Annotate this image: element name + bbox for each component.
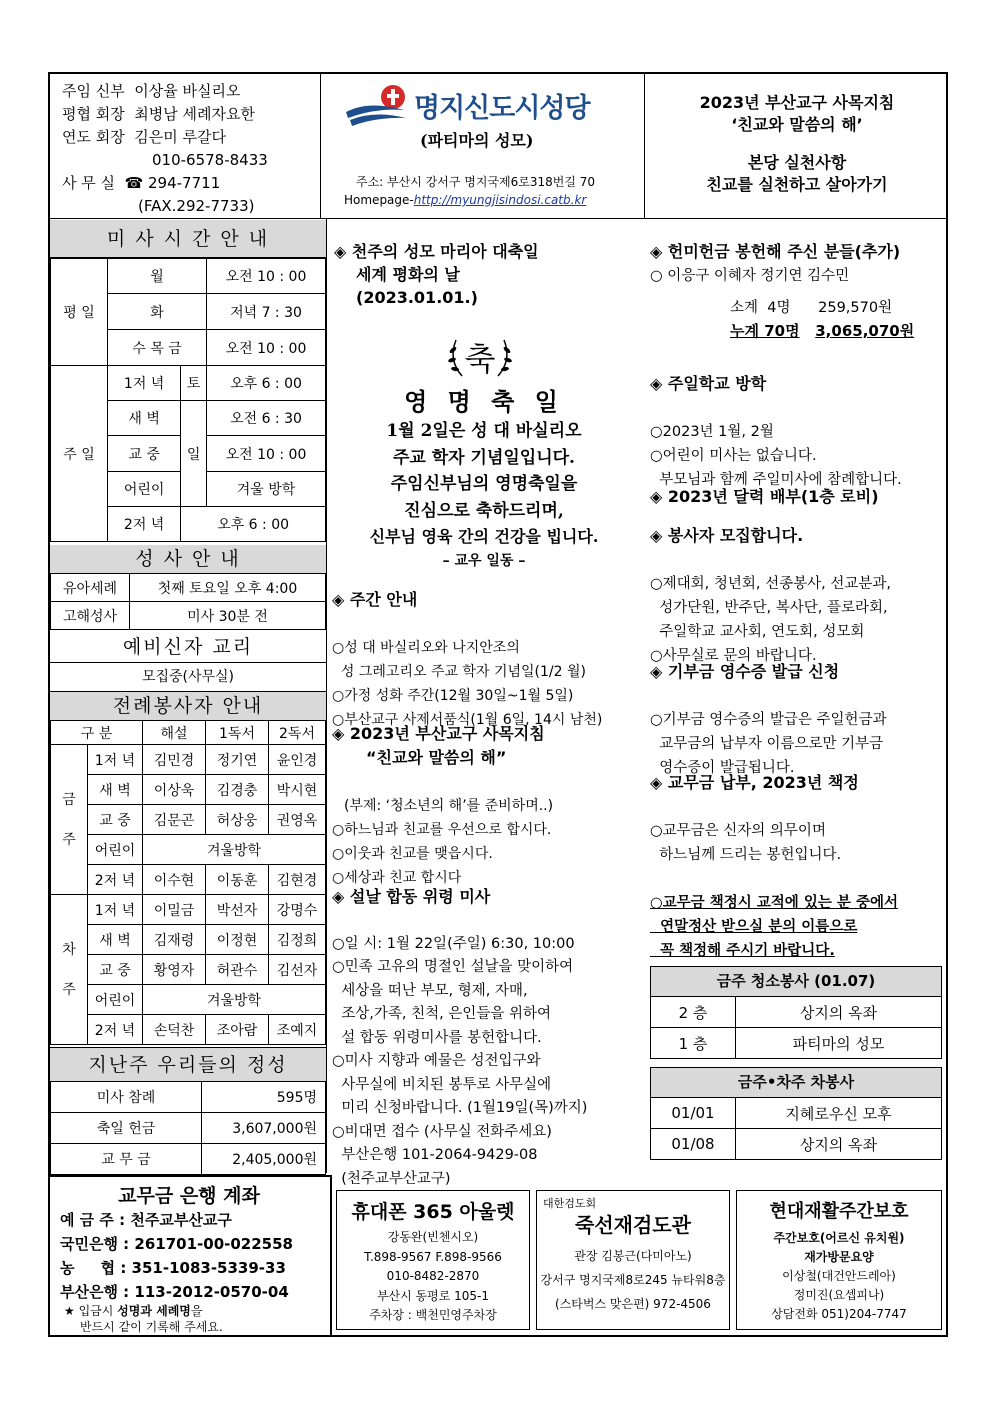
- ad-phone-outlet: 휴대폰 365 아울렛 강동완(빈첸시오) T.898-9567 F.898-9566 010-8482-2870 부산시 동평로 105-1 주차장 : 백천민영주차장: [336, 1190, 530, 1330]
- volunteer-notice: ◈ 봉사자 모집합니다. ○제대회, 청년회, 선종봉사, 선교분과, 성가단원, 반주단, 복사단, 플로라회, 주일학교 교사회, 연도회, 성모회 ○사무실로 문의 바랍니다.: [650, 526, 892, 664]
- homepage-label: Homepage-: [344, 193, 414, 207]
- homepage: [344, 193, 586, 207]
- calendar-notice: ◈ 2023년 달력 배부(1층 로비): [650, 487, 879, 506]
- sacrament-title: 성 사 안 내: [50, 545, 326, 573]
- cleaning-title: 금주 청소봉사 (01.07): [650, 966, 942, 997]
- cleaning-table: 2 층 상지의 옥좌 1 층 파티마의 성모: [650, 996, 942, 1059]
- servers-title: 전례봉사자 안내: [50, 692, 326, 720]
- offering-table: 미사 참례 595명 축일 헌금 3,607,000원 교 무 금 2,405,000원: [50, 1081, 326, 1175]
- church-name: 명지신도시성당: [414, 93, 590, 124]
- bank-holder: 예 금 주 : 천주교부산교구: [60, 1211, 232, 1229]
- dues-notice: ◈ 교무금 납부, 2023년 책정 ○교무금은 신자의 의무이며 하느님께 드리는 봉헌입니다. ○교무금 책정시 교적에 있는 분 중에서 연말정산 받으실 분의 이름으로 꼭 책정해 주시기 바랍니다.: [650, 773, 898, 959]
- offering-title: 지난주 우리들의 정성: [50, 1047, 326, 1081]
- header-divider-right: [644, 72, 645, 218]
- bank-account: 농 협 : 351-1083-5339-33: [60, 1259, 286, 1277]
- feast-title: ◈ 천주의 성모 마리아 대축일 세계 평화의 날 (2023.01.01.): [334, 242, 539, 307]
- seollal-notice: ◈ 설날 합동 위령 미사 ○일 시: 1월 22일(주일) 6:30, 10:00 ○민족 고유의 명절인 설날을 맞이하여 세상을 떠난 부모, 형제, 자매, 조상,가족, 친척, 은인들을 위하여 설 합동 위령미사를 봉헌합니다. ○미사 지향과 예물은 성전입구와 사무실에 비치된 봉투로 사무실에 미리 신청바랍니다. (1월19일(목)까지) ○비대면 접수 (사무실 전화주세요) 부산은행 101-2064-9429-08 (천주교부산교구): [332, 887, 588, 1187]
- servers-table: 구 분 해설 1독서 2독서 금 주 1저 녁 김민경 정기연 윤인경 새 벽 이상욱 김경충 박시현 교 중 김문곤 허상웅 권영옥 어린이 겨울방학 2저 녁 이수현 이동훈 김현경 차 주 1저 녁 이밀금 박선자 강명수 새 벽 김재령 이정현 김정희 교 중 황영자 허관수 김선자 어린이 겨울방학 2저 녁 손덕찬 조아람 조예지: [50, 720, 326, 1045]
- sunday-label: 주 일: [51, 366, 108, 542]
- receipt-notice: ◈ 기부금 영수증 발급 신청 ○기부금 영수증의 발급은 주일헌금과 교무금의 납부자 이름으로만 기부금 영수증이 발급됩니다.: [650, 662, 887, 776]
- next-week-label: 차 주: [51, 895, 88, 1045]
- staff-row: 주임 신부 이상율 바실리오: [62, 82, 241, 100]
- church-logo-icon: [344, 82, 414, 130]
- bank-account: 부산은행 : 113-2012-0570-04: [60, 1283, 289, 1301]
- staff-block: [62, 80, 322, 218]
- donation-subtotal: 소계 4명 259,570원: [730, 300, 893, 316]
- bank-divider: [48, 1175, 330, 1177]
- weekly-notice: ◈ 주간 안내 ○성 대 바실리오와 나지안조의 성 그레고리오 주교 학자 기념일(1/2 월) ○가정 성화 주간(12월 30일~1월 5일) ○부산교구 사제서품식(1월 6일, 14시 남천): [332, 590, 603, 728]
- this-week-label: 금 주: [51, 745, 88, 895]
- donation-notice: ◈ 헌미헌금 봉헌해 주신 분들(추가) ○ 이응구 이혜자 정기연 김수민 소계 4명 259,570원 누계 70명 3,065,070원: [650, 240, 946, 342]
- patron-name: (파티마의 성모): [420, 131, 534, 150]
- catechumen-value: 모집중(사무실): [50, 663, 326, 692]
- bank-right-border: [330, 1175, 332, 1337]
- tea-table: 01/01 지혜로우신 모후 01/08 상지의 옥좌: [650, 1097, 942, 1160]
- homepage-link[interactable]: http://myungjisindosi.catb.kr: [413, 193, 587, 207]
- bank-title: 교무금 은행 계좌: [118, 1185, 260, 1207]
- donation-total: 누계 70명 3,065,070원: [730, 322, 915, 340]
- bank-account: 국민은행 : 261701-00-022558: [60, 1235, 293, 1253]
- ad-daycare: 현대재활주간보호 주간보호(어르신 유치원) 재가방문요양 이상철(대건안드레아) 정미진(요셉피나) 상담전화 051)204-7747: [736, 1190, 942, 1330]
- sundayschool-notice: ◈ 주일학교 방학 ○2023년 1월, 2월 ○어린이 미사는 없습니다. 부모님과 함께 주일미사에 참례합니다.: [650, 374, 902, 488]
- staff-row: 연도 회장 김은미 루갈다: [62, 128, 226, 146]
- staff-row: 평협 회장 최병남 세례자요한: [62, 105, 255, 123]
- feast-message: 1월 2일은 성 대 바실리오 주교 학자 기념일입니다. 주임신부님의 영명축일을 진심으로 축하드리며, 신부님 영육 간의 건강을 빕니다. – 교우 일동 –: [369, 421, 599, 569]
- left-col-divider: [326, 218, 327, 1173]
- mass-times-title: 미 사 시 간 안 내: [50, 220, 326, 258]
- feast-heading: 영 명 축 일: [404, 387, 564, 416]
- catechumen-title: 예비신자 교리: [50, 631, 326, 663]
- mass-times-table: 평 일 월 오전 10 : 00 화 저녁 7 : 30 수 목 금 오전 10 : 00 주 일 1저 녁 토 오후 6 : 00 새 벽 일 오전 6 : 30 교 중 오전 10 : 00 어린이 겨울 방학 2저 녁 오후 6 : 00: [50, 258, 326, 542]
- office-row: 사 무 실 ☎ 294-7711: [62, 174, 221, 192]
- sacrament-table: 유아세례 첫째 토요일 오후 4:00 고해성사 미사 30분 전: [50, 573, 326, 630]
- address: 주소: 부산시 강서구 명지국제6로318번길 70: [356, 175, 595, 189]
- tea-title: 금주•차주 차봉사: [650, 1067, 942, 1098]
- pastoral-guideline: 2023년 부산교구 사목지침 ‘친교와 말씀의 해’ 본당 실천사항 친교를 실천하고 살아가기: [699, 93, 895, 194]
- yeondo-phone: 010-6578-8433: [152, 151, 268, 169]
- bank-accounts: [60, 1208, 330, 1304]
- feast-badge: 축: [464, 340, 496, 378]
- header-divider: [48, 218, 948, 219]
- guideline-notice: ◈ 2023년 부산교구 사목지침 “친교와 말씀의 해” (부제: ‘청소년의 해’를 준비하며..) ○하느님과 친교를 우선으로 합시다. ○이웃과 친교를 맺읍시다. ○세상과 친교 합시다: [332, 724, 554, 886]
- weekday-label: 평 일: [51, 259, 108, 366]
- ad-kendo: 대한검도회 죽선재검도관 관장 김봉근(다미아노) 강서구 명지국제8로245 뉴타워8층 (스타벅스 맞은편) 972-4506: [536, 1190, 730, 1330]
- office-fax: (FAX.292-7733): [138, 197, 255, 215]
- bank-note: ★ 입금시 성명과 세례명을 반드시 같이 기록해 주세요.: [64, 1304, 223, 1334]
